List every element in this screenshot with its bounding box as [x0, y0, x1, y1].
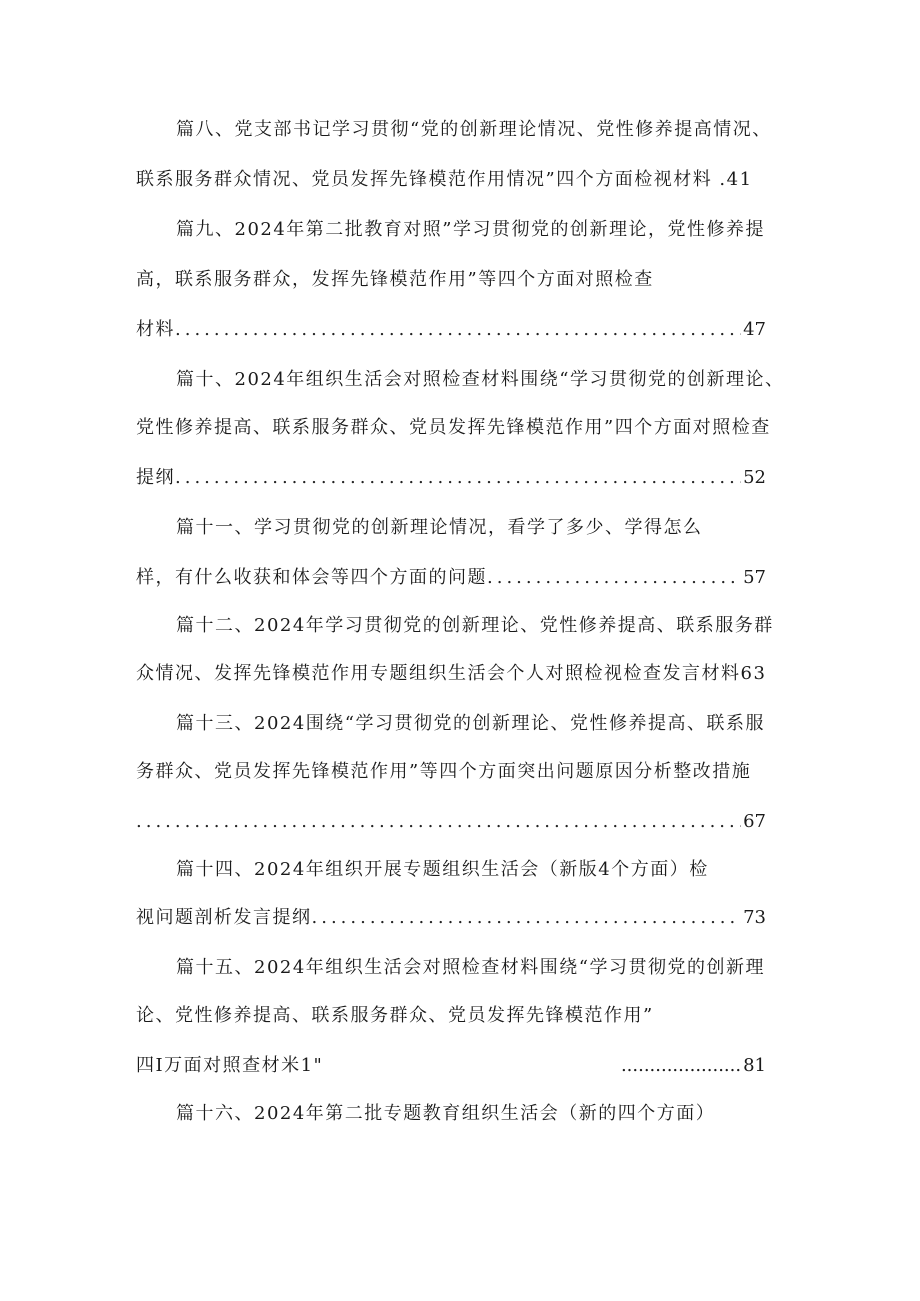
- dot-leader: .....................: [620, 1055, 742, 1076]
- toc-entry-12-line-2: 众情况、发挥先锋模范作用专题组织生活会个人对照检视检查发言材料63: [136, 663, 767, 684]
- toc-entry-9-line-1: 篇九、2024年第二批教育对照”学习贯彻党的创新理论，党性修养提: [176, 219, 766, 240]
- toc-entry-9-page: 47: [743, 319, 766, 340]
- toc-entry-8-line-2: 联系服务群众情况、党员发挥先锋模范作用情况”四个方面检视材料 .41: [136, 169, 753, 190]
- toc-entry-9-line-2: 高，联系服务群众，发挥先锋模范作用”等四个方面对照检查: [136, 269, 654, 290]
- toc-entry-14-line-1: 篇十四、2024年组织开展专题组织生活会（新版4个方面）检: [176, 859, 709, 880]
- toc-entry-15-line-1: 篇十五、2024年组织生活会对照检查材料围绕“学习贯彻党的创新理: [176, 957, 766, 978]
- toc-entry-14-leader: [136, 906, 766, 930]
- toc-entry-10-tail-text: 提纲: [136, 467, 175, 488]
- toc-entry-15-tail-text: 四I万面对照查材米1": [136, 1055, 324, 1076]
- toc-entry-12-line-1: 篇十二、2024年学习贯彻党的创新理论、党性修养提高、联系服务群: [176, 615, 774, 636]
- dot-leader: [312, 906, 742, 930]
- toc-entry-11-leader: [136, 566, 766, 590]
- toc-entry-10-leader: [136, 466, 766, 490]
- toc-entry-15-page: 81: [743, 1055, 766, 1076]
- toc-entry-11-tail-text: 样，有什么收获和体会等四个方面的问题: [136, 567, 487, 588]
- toc-entry-10-line-1: 篇十、2024年组织生活会对照检查材料围绕“学习贯彻党的创新理论、: [176, 369, 785, 390]
- toc-entry-11-page: 57: [743, 567, 766, 588]
- toc-entry-15-leader: [136, 1054, 766, 1078]
- toc-entry-10-line-2: 党性修养提高、联系服务群众、党员发挥先锋模范作用”四个方面对照检查: [136, 417, 771, 438]
- toc-entry-10-page: 52: [743, 467, 766, 488]
- dot-leader: [136, 810, 741, 834]
- toc-entry-9-leader: [136, 318, 766, 342]
- dot-leader: [175, 466, 741, 490]
- toc-entry-13-line-1: 篇十三、2024围绕“学习贯彻党的创新理论、党性修养提高、联系服: [176, 713, 766, 734]
- toc-entry-9-tail-text: 材料: [136, 319, 175, 340]
- toc-entry-14-tail-text: 视问题剖析发言提纲: [136, 907, 312, 928]
- toc-entry-8-line-1: 篇八、党支部书记学习贯彻“党的创新理论情况、党性修养提高情况、: [176, 119, 772, 140]
- toc-entry-16-line-1: 篇十六、2024年第二批专题教育组织生活会（新的四个方面）: [176, 1103, 716, 1124]
- toc-entry-13-leader: [136, 810, 766, 834]
- dot-leader: [175, 318, 741, 342]
- toc-entry-13-line-2: 务群众、党员发挥先锋模范作用”等四个方面突出问题原因分析整改措施: [136, 761, 752, 782]
- toc-entry-11-line-1: 篇十一、学习贯彻党的创新理论情况，看学了多少、学得怎么: [176, 517, 703, 538]
- dot-leader: [487, 566, 741, 590]
- toc-entry-15-line-2: 论、党性修养提高、联系服务群众、党员发挥先锋模范作用”: [136, 1005, 654, 1026]
- toc-entry-13-page: 67: [743, 811, 766, 832]
- toc-entry-14-page: 73: [743, 907, 766, 928]
